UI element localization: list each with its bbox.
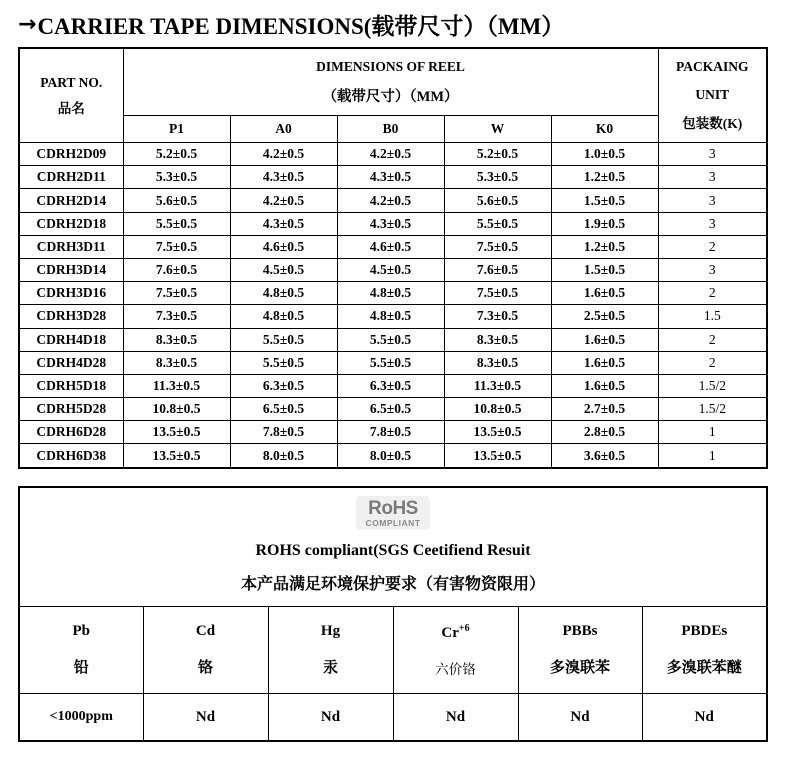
rohs-value-pbdes: Nd (642, 694, 767, 742)
cell-b0: 5.5±0.5 (337, 328, 444, 351)
header-p1: P1 (123, 116, 230, 143)
table-row (19, 282, 767, 305)
cell-k0: 1.0±0.5 (551, 143, 658, 166)
cell-part: CDRH3D11 (19, 235, 123, 258)
header-w: W (444, 116, 551, 143)
cell-b0: 8.0±0.5 (337, 444, 444, 468)
cell-w: 11.3±0.5 (444, 374, 551, 397)
cell-b0: 4.2±0.5 (337, 189, 444, 212)
cell-part: CDRH4D28 (19, 351, 123, 374)
rohs-logo-small-text: COMPLIANT (365, 517, 421, 528)
cell-p1: 8.3±0.5 (123, 328, 230, 351)
cell-b0: 4.3±0.5 (337, 166, 444, 189)
header-reel-main: DIMENSIONS OF REEL (316, 59, 465, 75)
cell-unit: 3 (658, 143, 767, 166)
cell-w: 5.2±0.5 (444, 143, 551, 166)
rohs-substance-pbbs-cn: 多溴联苯 (549, 660, 610, 677)
table-row (19, 444, 767, 468)
cell-unit: 3 (658, 166, 767, 189)
cell-unit: 1.5 (658, 305, 767, 328)
rohs-substance-cr-symbol: Cr (441, 624, 459, 641)
cell-part: CDRH3D28 (19, 305, 123, 328)
table-row (19, 235, 767, 258)
header-reel-sub: （载带尺寸）（MM） (322, 89, 459, 106)
header-pack-line3: 包装数(K) (682, 115, 743, 131)
header-k0: K0 (551, 116, 658, 143)
rohs-statement-en: ROHS compliant(SGS Ceetifiend Resuit (255, 542, 531, 560)
page-title (0, 0, 786, 47)
cell-w: 7.6±0.5 (444, 258, 551, 281)
rohs-substance-cd-symbol: Cd (195, 623, 216, 640)
rohs-section (18, 486, 766, 743)
cell-b0: 6.3±0.5 (337, 374, 444, 397)
cell-k0: 1.6±0.5 (551, 328, 658, 351)
cell-a0: 5.5±0.5 (230, 351, 337, 374)
cell-part: CDRH2D09 (19, 143, 123, 166)
cell-b0: 6.5±0.5 (337, 398, 444, 421)
cell-p1: 13.5±0.5 (123, 444, 230, 468)
table-row (19, 305, 767, 328)
cell-b0: 4.2±0.5 (337, 143, 444, 166)
cell-b0: 7.8±0.5 (337, 421, 444, 444)
cell-k0: 2.5±0.5 (551, 305, 658, 328)
cell-unit: 1 (658, 421, 767, 444)
cell-p1: 5.6±0.5 (123, 189, 230, 212)
rohs-logo-icon (356, 496, 429, 531)
cell-w: 8.3±0.5 (444, 328, 551, 351)
table-row (19, 189, 767, 212)
cell-a0: 4.3±0.5 (230, 166, 337, 189)
cell-w: 7.3±0.5 (444, 305, 551, 328)
cell-b0: 4.6±0.5 (337, 235, 444, 258)
cell-k0: 1.5±0.5 (551, 258, 658, 281)
rohs-substance-pbdes-cn: 多溴联苯醚 (666, 660, 742, 677)
cell-b0: 4.5±0.5 (337, 258, 444, 281)
rohs-substance-pbbs-symbol: PBBs (562, 623, 598, 640)
cell-p1: 5.3±0.5 (123, 166, 230, 189)
cell-k0: 1.2±0.5 (551, 166, 658, 189)
cell-a0: 8.0±0.5 (230, 444, 337, 468)
header-dimensions-of-reel (123, 48, 658, 116)
cell-part: CDRH2D11 (19, 166, 123, 189)
cell-b0: 4.8±0.5 (337, 305, 444, 328)
rohs-substance-pbbs (518, 607, 642, 694)
cell-w: 5.6±0.5 (444, 189, 551, 212)
cell-part: CDRH3D16 (19, 282, 123, 305)
cell-a0: 4.8±0.5 (230, 282, 337, 305)
cell-b0: 4.8±0.5 (337, 282, 444, 305)
cell-a0: 7.8±0.5 (230, 421, 337, 444)
cell-p1: 10.8±0.5 (123, 398, 230, 421)
header-part-no (19, 48, 123, 143)
cell-unit: 2 (658, 351, 767, 374)
table-row (19, 351, 767, 374)
rohs-value-cr: Nd (393, 694, 518, 742)
cell-part: CDRH6D28 (19, 421, 123, 444)
cell-b0: 5.5±0.5 (337, 351, 444, 374)
header-part-no-en: PART NO. (40, 74, 103, 90)
cell-a0: 4.2±0.5 (230, 189, 337, 212)
cell-p1: 8.3±0.5 (123, 351, 230, 374)
header-packaging-unit (658, 48, 767, 143)
cell-part: CDRH5D18 (19, 374, 123, 397)
rohs-statement-cn: 本产品满足环境保护要求（有害物资限用） (241, 576, 546, 594)
rohs-substance-hg-cn: 汞 (322, 660, 338, 677)
cell-a0: 4.3±0.5 (230, 212, 337, 235)
rohs-substance-pb (19, 607, 143, 694)
cell-w: 5.5±0.5 (444, 212, 551, 235)
cell-k0: 3.6±0.5 (551, 444, 658, 468)
rohs-substance-pbdes-symbol: PBDEs (681, 623, 728, 640)
rohs-logo-big-text: RoHS (368, 497, 418, 519)
cell-a0: 6.3±0.5 (230, 374, 337, 397)
cell-w: 7.5±0.5 (444, 235, 551, 258)
cell-p1: 5.5±0.5 (123, 212, 230, 235)
cell-part: CDRH5D28 (19, 398, 123, 421)
cell-k0: 1.6±0.5 (551, 351, 658, 374)
cell-k0: 1.6±0.5 (551, 282, 658, 305)
cell-p1: 11.3±0.5 (123, 374, 230, 397)
cell-unit: 2 (658, 282, 767, 305)
rohs-substance-pb-cn: 铅 (73, 660, 89, 677)
cell-p1: 5.2±0.5 (123, 143, 230, 166)
cell-a0: 5.5±0.5 (230, 328, 337, 351)
cell-k0: 1.5±0.5 (551, 189, 658, 212)
cell-k0: 2.7±0.5 (551, 398, 658, 421)
header-b0: B0 (337, 116, 444, 143)
cell-part: CDRH2D14 (19, 189, 123, 212)
cell-unit: 1.5/2 (658, 374, 767, 397)
table-row (19, 328, 767, 351)
table-row (19, 421, 767, 444)
cell-unit: 2 (658, 328, 767, 351)
rohs-value-cd: Nd (143, 694, 268, 742)
rohs-substance-pb-symbol: Pb (72, 623, 90, 640)
rohs-substance-cd (143, 607, 268, 694)
cell-w: 13.5±0.5 (444, 421, 551, 444)
cell-w: 7.5±0.5 (444, 282, 551, 305)
rohs-substance-hg (268, 607, 393, 694)
cell-k0: 1.9±0.5 (551, 212, 658, 235)
cell-a0: 4.5±0.5 (230, 258, 337, 281)
cell-k0: 2.8±0.5 (551, 421, 658, 444)
cell-w: 5.3±0.5 (444, 166, 551, 189)
rohs-substance-cr (393, 607, 518, 694)
rohs-substance-header-row (19, 607, 767, 694)
cell-p1: 7.3±0.5 (123, 305, 230, 328)
table-row (19, 398, 767, 421)
rohs-value-pb: <1000ppm (19, 694, 143, 742)
cell-k0: 1.6±0.5 (551, 374, 658, 397)
cell-a0: 4.6±0.5 (230, 235, 337, 258)
table-row (19, 212, 767, 235)
rohs-value-hg: Nd (268, 694, 393, 742)
cell-part: CDRH6D38 (19, 444, 123, 468)
rohs-substance-cr-cn: 六价铬 (435, 661, 476, 677)
page-title-text: CARRIER TAPE DIMENSIONS(载带尺寸）（MM） (37, 14, 565, 39)
cell-p1: 7.5±0.5 (123, 235, 230, 258)
table-row (19, 143, 767, 166)
header-pack-line1: PACKAING (676, 59, 749, 74)
cell-w: 8.3±0.5 (444, 351, 551, 374)
arrow-right-icon: → (18, 11, 37, 37)
carrier-tape-dimensions-table (18, 47, 768, 469)
cell-a0: 4.8±0.5 (230, 305, 337, 328)
rohs-substance-cr-superscript: +6 (458, 622, 470, 634)
cell-part: CDRH3D14 (19, 258, 123, 281)
cell-a0: 4.2±0.5 (230, 143, 337, 166)
rohs-substance-cd-cn: 铬 (197, 660, 213, 677)
header-pack-line2: UNIT (695, 87, 730, 103)
rohs-compliance-table (18, 486, 768, 743)
rohs-substance-hg-symbol: Hg (320, 623, 341, 640)
table-row (19, 166, 767, 189)
table-row (19, 374, 767, 397)
cell-p1: 13.5±0.5 (123, 421, 230, 444)
cell-w: 13.5±0.5 (444, 444, 551, 468)
rohs-banner (19, 487, 767, 607)
cell-part: CDRH2D18 (19, 212, 123, 235)
rohs-value-pbbs: Nd (518, 694, 642, 742)
cell-p1: 7.5±0.5 (123, 282, 230, 305)
header-part-no-cn: 品名 (57, 100, 85, 116)
cell-k0: 1.2±0.5 (551, 235, 658, 258)
cell-unit: 3 (658, 212, 767, 235)
cell-w: 10.8±0.5 (444, 398, 551, 421)
cell-unit: 2 (658, 235, 767, 258)
header-a0: A0 (230, 116, 337, 143)
table-body (19, 143, 767, 468)
rohs-substance-value-row (19, 694, 767, 742)
cell-unit: 3 (658, 258, 767, 281)
cell-b0: 4.3±0.5 (337, 212, 444, 235)
cell-a0: 6.5±0.5 (230, 398, 337, 421)
cell-p1: 7.6±0.5 (123, 258, 230, 281)
table-row (19, 258, 767, 281)
cell-unit: 1 (658, 444, 767, 468)
rohs-substance-pbdes (642, 607, 767, 694)
cell-unit: 1.5/2 (658, 398, 767, 421)
table-header (19, 48, 767, 143)
cell-unit: 3 (658, 189, 767, 212)
cell-part: CDRH4D18 (19, 328, 123, 351)
